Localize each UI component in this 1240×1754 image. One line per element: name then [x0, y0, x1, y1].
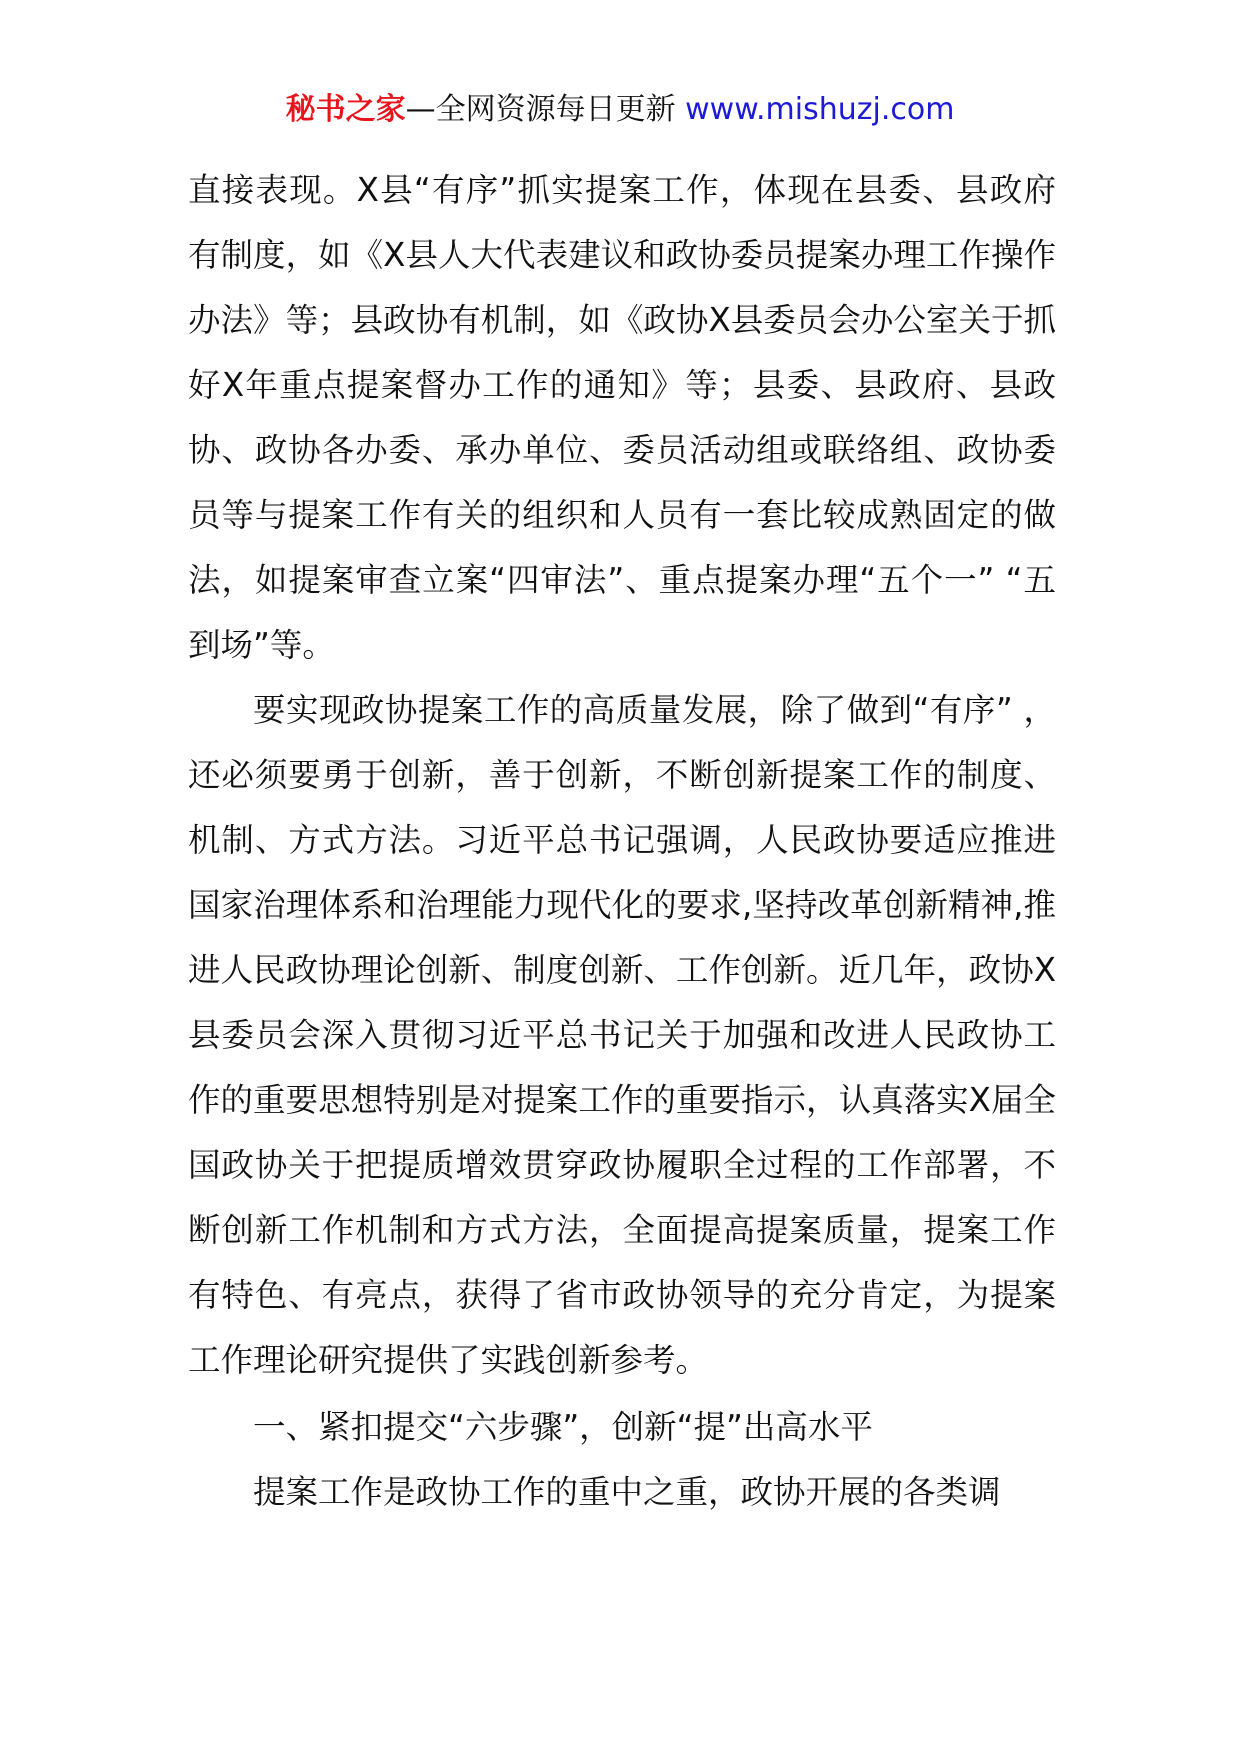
document-body	[188, 158, 1056, 1525]
section-heading: 一、紧扣提交“六步骤”，创新“提”出高水平	[253, 1408, 873, 1446]
site-url-link[interactable]: www.mishuzj.com	[685, 92, 955, 127]
paragraph: 提案工作是政协工作的重中之重，政协开展的各类调	[253, 1473, 1001, 1511]
site-tagline: —全网资源每日更新	[405, 92, 686, 127]
site-header	[0, 88, 1240, 132]
paragraph-continued: 直接表现。X县“有序”抓实提案工作，体现在县委、县政府有制度，如《X县人大代表建议和政协委员提案办理工作操作办法》等；县政协有机制，如《政协X县委员会办公室关于抓好X年重点提案督办工作的通知》等；县委、县政府、县政协、政协各办委、承办单位、委员活动组或联络组、政协委员等与提案工作有关的组织和人员有一套比较成熟固定的做法，如提案审查立案“四审法”、重点提案办理“五个一” “五到场”等。	[188, 171, 1056, 664]
site-brand: 秘书之家	[285, 92, 406, 127]
paragraph: 要实现政协提案工作的高质量发展，除了做到“有序” ，还必须要勇于创新，善于创新，不断创新提案工作的制度、机制、方式方法。习近平总书记强调，人民政协要适应推进国家治理体系和治理能力现代化的要求,坚持改革创新精神,推进人民政协理论创新、制度创新、工作创新。近几年，政协X县委员会深入贯彻习近平总书记关于加强和改进人民政协工作的重要思想特别是对提案工作的重要指示，认真落实X届全国政协关于把提质增效贯穿政协履职全过程的工作部署，不断创新工作机制和方式方法，全面提高提案质量，提案工作有特色、有亮点，获得了省市政协领导的充分肯定，为提案工作理论研究提供了实践创新参考。	[188, 691, 1056, 1379]
